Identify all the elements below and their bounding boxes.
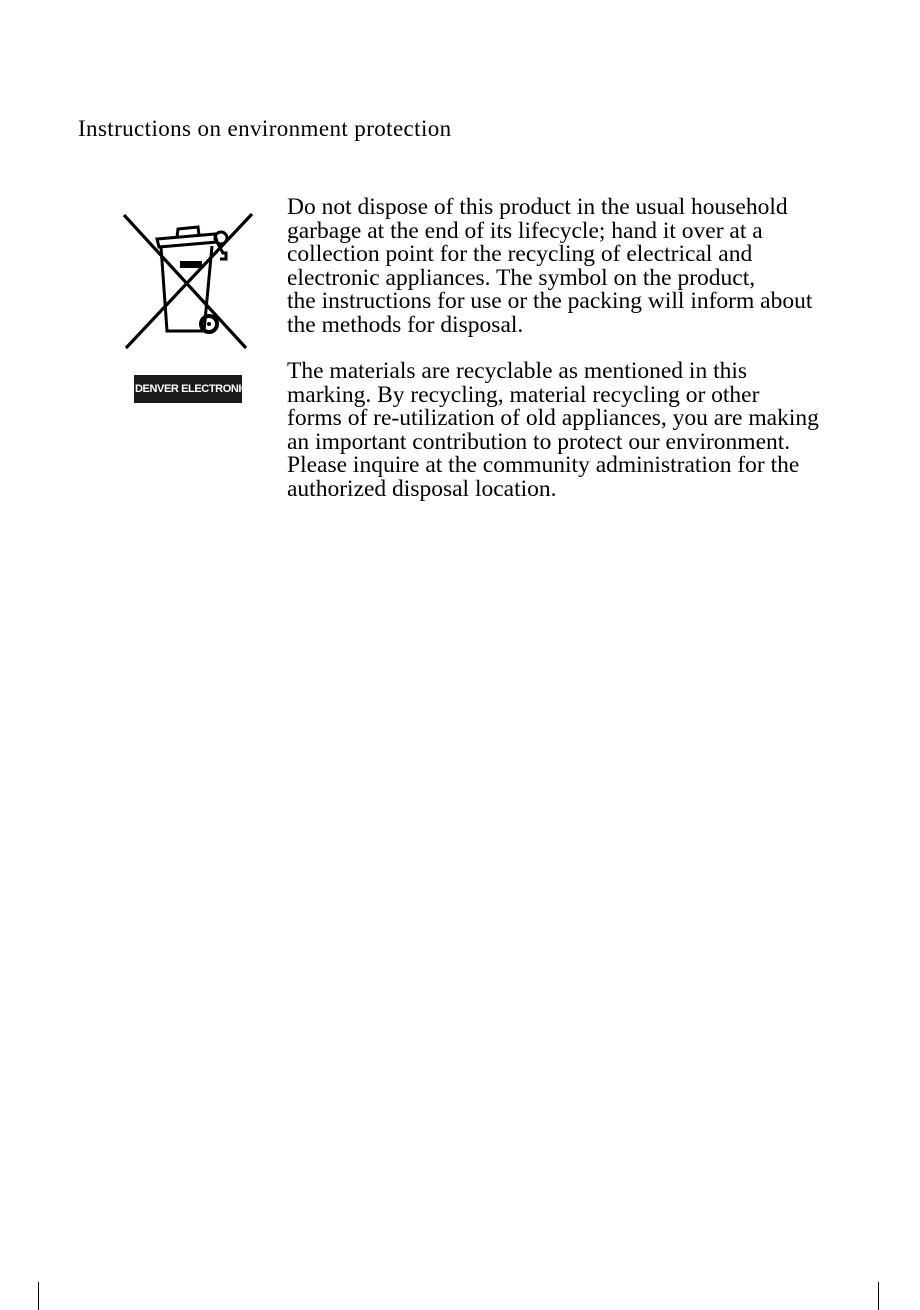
text-line: an important contribution to protect our environment. (287, 428, 791, 455)
disposal-paragraph (287, 196, 907, 337)
text-line: Do not dispose of this product in the usual household (287, 194, 788, 220)
text-line: electronic appliances. The symbol on the product, (287, 264, 756, 291)
recycling-paragraph (287, 360, 907, 501)
text-line: the methods for disposal. (287, 311, 524, 338)
text-line: The materials are recyclable as mentioned in this (287, 358, 748, 384)
crossed-out-wheelie-bin-icon (120, 209, 256, 351)
text-line: marking. By recycling, material recycling or other (287, 381, 760, 408)
text-line: authorized disposal location. (287, 475, 557, 502)
text-line: Please inquire at the community administration for the (287, 452, 800, 478)
text-line: the instructions for use or the packing will inform about (287, 288, 813, 314)
page-title: Instructions on environment protection (78, 116, 452, 141)
text-line: garbage at the end of its lifecycle; hand it over at a (287, 217, 763, 244)
text-line: collection point for the recycling of electrical and (287, 241, 753, 267)
text-line: forms of re-utilization of old appliances, you are making (287, 405, 819, 431)
right-margin-rule (878, 1282, 879, 1310)
body-text (287, 196, 907, 501)
left-margin-rule (38, 1282, 39, 1310)
denver-electronics-logo: DENVER ELECTRONICS (134, 375, 242, 403)
